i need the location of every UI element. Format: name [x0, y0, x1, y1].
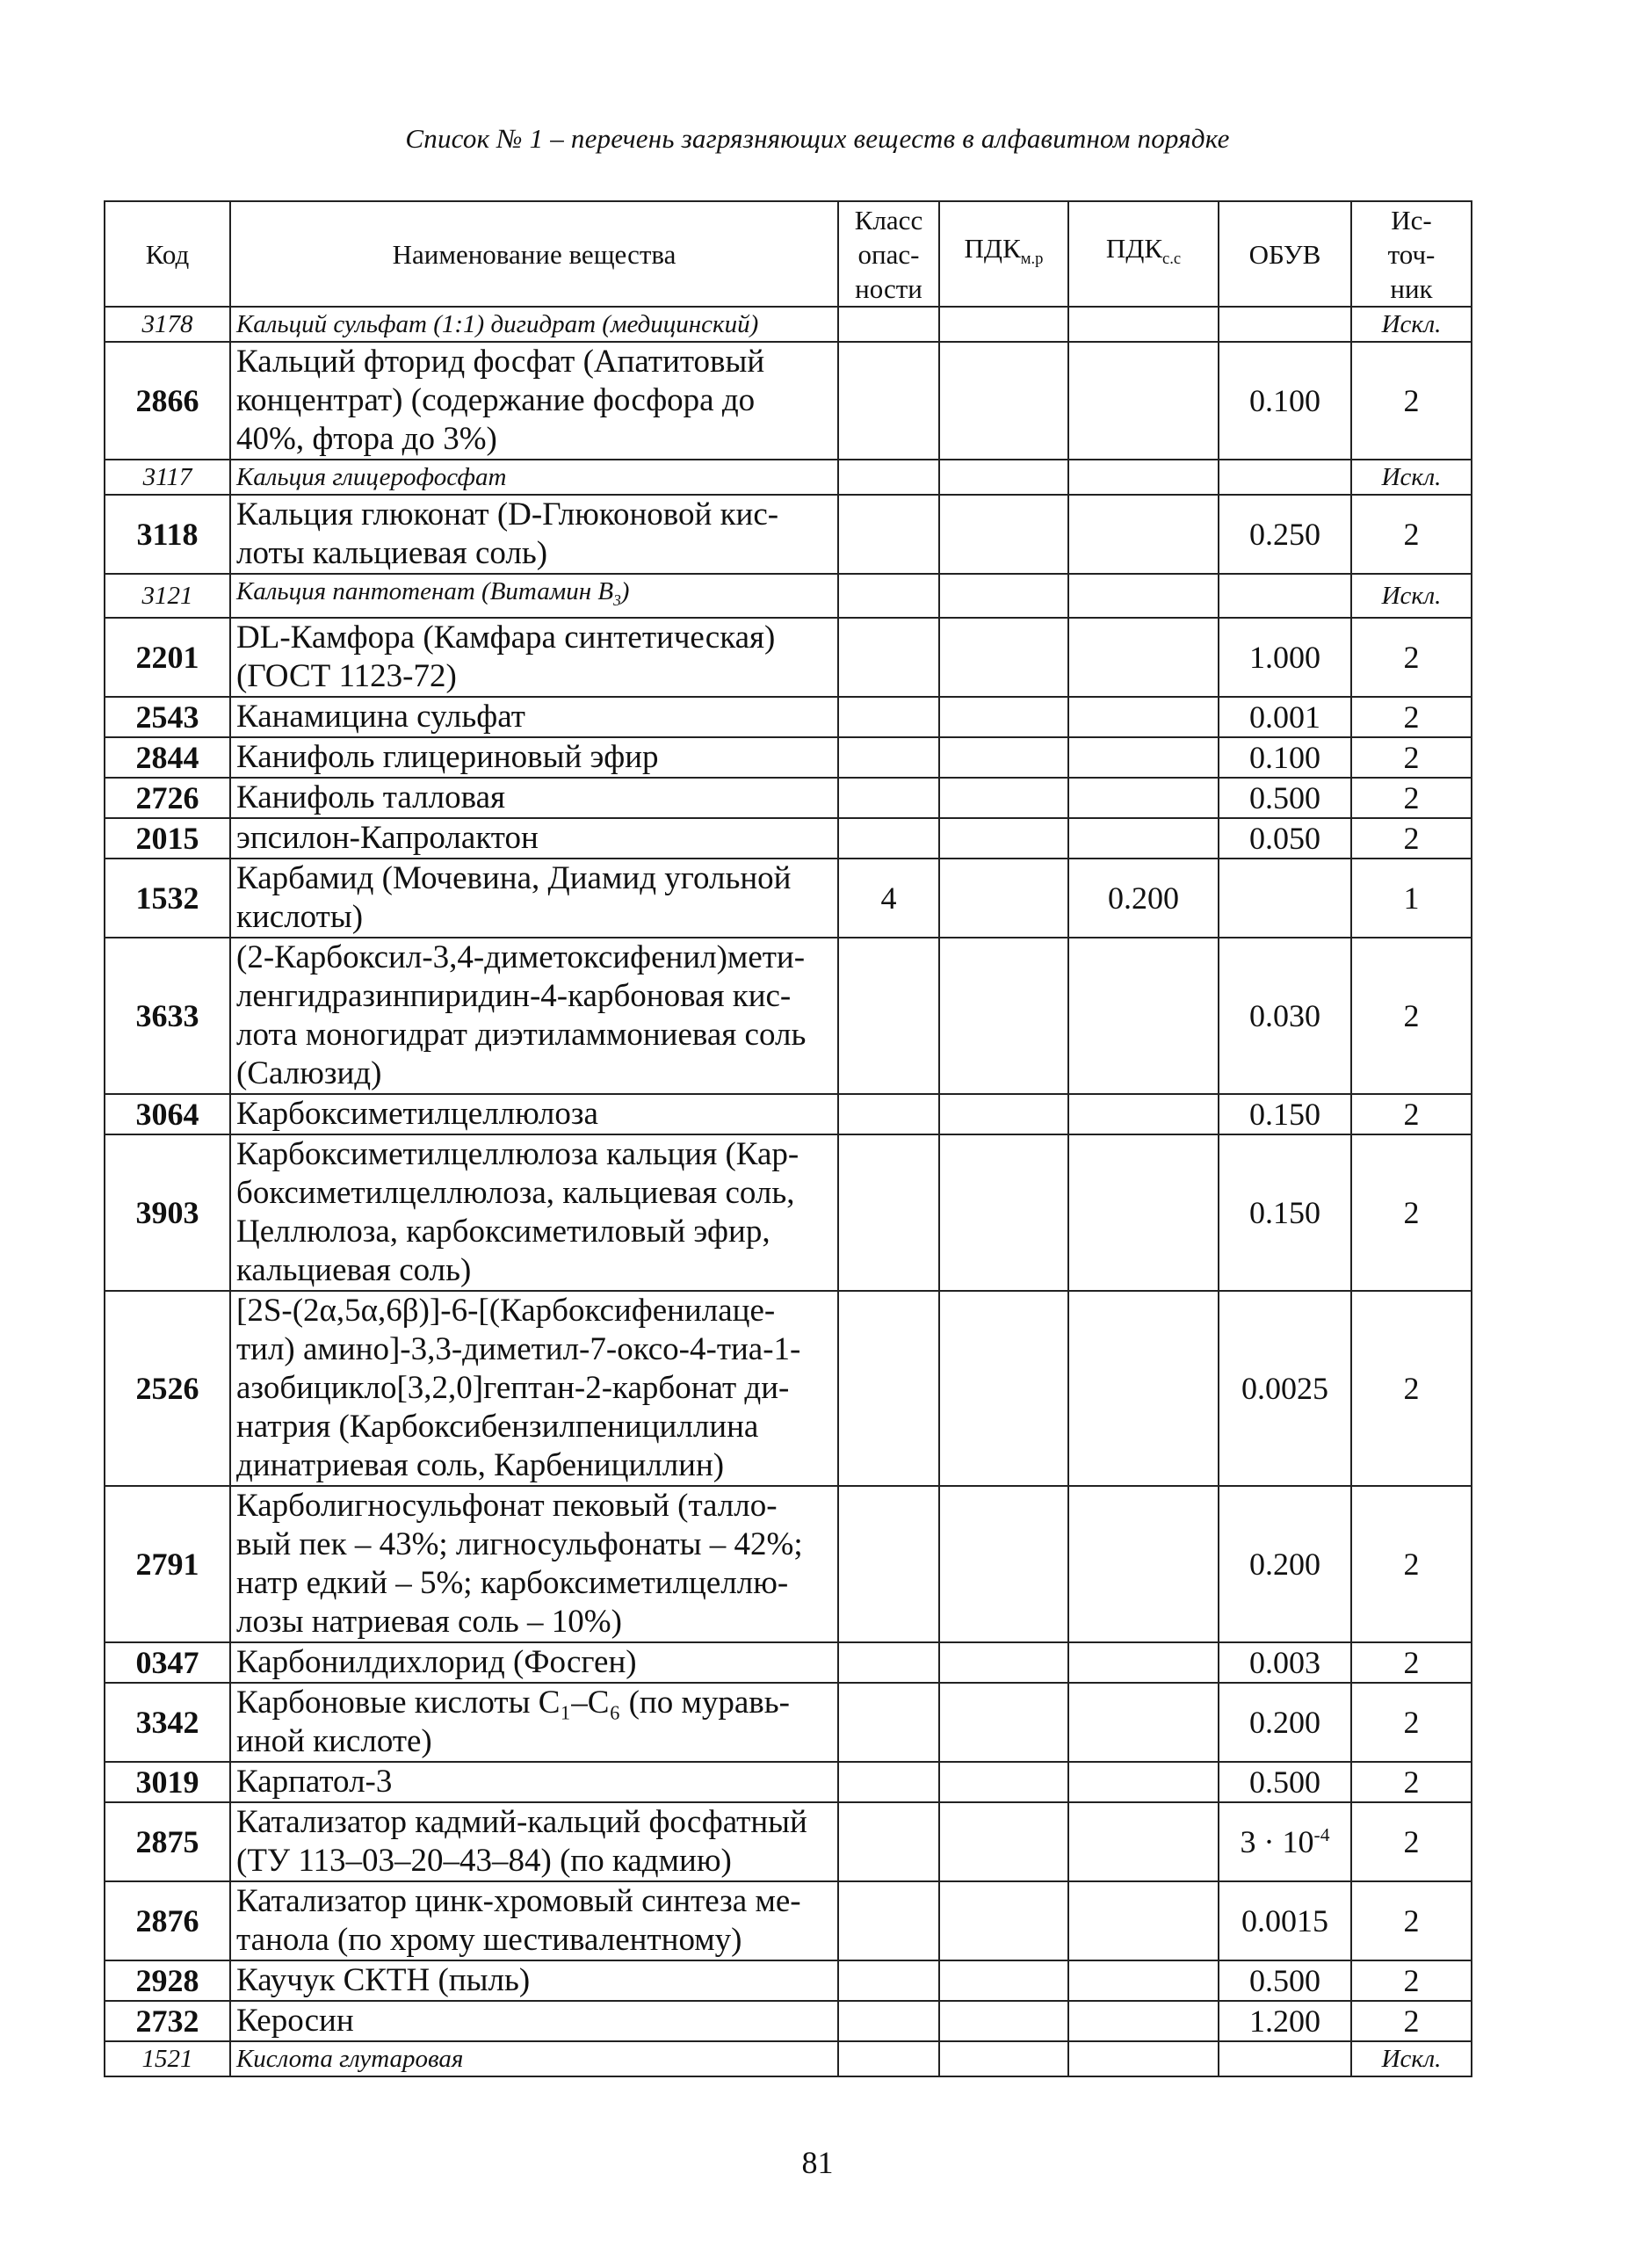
substance-name: [230, 460, 838, 495]
header-pdk-ss-main: ПДК: [1105, 233, 1163, 264]
table-row: [105, 859, 1472, 938]
source: 2: [1351, 818, 1472, 859]
hazard-class: [838, 460, 939, 495]
substance-name-line: натр едкий – 5%; карбоксиметилцеллю-: [236, 1564, 789, 1601]
hazard-class: [838, 1881, 939, 1960]
substance-code: 2732: [105, 2001, 230, 2041]
substance-name-line: танола (по хрому шестивалентному): [236, 1921, 742, 1958]
pdk-mr: [939, 1134, 1068, 1291]
page-title: Список № 1 – перечень загрязняющих веществ в алфавитном порядке: [405, 123, 1230, 154]
substance-code: 2543: [105, 697, 230, 737]
table-row: [105, 1802, 1472, 1881]
substance-code: 2526: [105, 1291, 230, 1486]
pdk-ss: [1068, 1683, 1219, 1762]
obuv: [1219, 859, 1351, 938]
substance-code: 3117: [105, 460, 230, 495]
substance-name: [230, 938, 838, 1094]
substance-code: 3633: [105, 938, 230, 1094]
pdk-ss: [1068, 460, 1219, 495]
obuv: [1219, 460, 1351, 495]
source: 1: [1351, 859, 1472, 938]
substance-code: 2875: [105, 1802, 230, 1881]
obuv-value: 0.0025: [1241, 1370, 1328, 1406]
pdk-mr: [939, 1486, 1068, 1642]
header-hazard-class-line: ности: [855, 272, 922, 304]
pdk-ss: [1068, 1642, 1219, 1683]
hazard-class: [838, 697, 939, 737]
substance-name-line: (Салюзид): [236, 1054, 382, 1091]
source: 2: [1351, 1134, 1472, 1291]
pdk-ss: [1068, 574, 1219, 618]
table-row: [105, 2041, 1472, 2076]
substance-code: 1521: [105, 2041, 230, 2076]
obuv-value: 0.100: [1249, 739, 1320, 775]
header-source-line: Ис-: [1391, 204, 1432, 235]
obuv-value: 0.500: [1249, 779, 1320, 815]
substance-name-line: Целлюлоза, карбоксиметиловый эфир,: [236, 1213, 770, 1250]
hazard-class: [838, 618, 939, 697]
source: 2: [1351, 1960, 1472, 2001]
substance-name-line: Кальций сульфат (1:1) дигидрат (медицинский): [236, 310, 759, 338]
substance-code: 3342: [105, 1683, 230, 1762]
table-row: [105, 1486, 1472, 1642]
hazard-class: [838, 574, 939, 618]
table-row: [105, 737, 1472, 778]
pdk-mr: [939, 1094, 1068, 1134]
pdk-mr: [939, 938, 1068, 1094]
pdk-ss: [1068, 938, 1219, 1094]
hazard-class: [838, 1683, 939, 1762]
obuv-exponent: -4: [1313, 1823, 1330, 1845]
substance-name-line: Канифоль талловая: [236, 779, 506, 815]
header-source-line: точ-: [1387, 238, 1436, 270]
pdk-ss: [1068, 778, 1219, 818]
pdk-mr: [939, 737, 1068, 778]
substance-name-line: Кальций фторид фосфат (Апатитовый: [236, 344, 765, 380]
source: 2: [1351, 1486, 1472, 1642]
table-row: [105, 574, 1472, 618]
obuv: [1219, 574, 1351, 618]
substance-name-line: азобицикло[3,2,0]гептан-2-карбонат ди-: [236, 1369, 790, 1406]
obuv-value: 1.200: [1249, 2003, 1320, 2039]
table-row: [105, 778, 1472, 818]
pdk-mr: [939, 2041, 1068, 2076]
obuv-value: 0.150: [1249, 1096, 1320, 1132]
substance-code: 3019: [105, 1762, 230, 1802]
obuv-value: 0.200: [1249, 1704, 1320, 1740]
substance-name-line: концентрат) (содержание фосфора до: [236, 382, 756, 418]
pdk-mr: [939, 574, 1068, 618]
header-obuv: ОБУВ: [1219, 201, 1351, 307]
source: 2: [1351, 778, 1472, 818]
hazard-class: [838, 2001, 939, 2041]
obuv-value: 3 · 10: [1240, 1823, 1314, 1859]
obuv: [1219, 307, 1351, 342]
table-header-row: [105, 201, 1472, 307]
header-name: Наименование вещества: [230, 201, 838, 307]
obuv: [1219, 697, 1351, 737]
substance-name-line: Карбоксиметилцеллюлоза кальция (Кар-: [236, 1135, 799, 1172]
hazard-class: [838, 938, 939, 1094]
substance-name: [230, 737, 838, 778]
substance-code: 3118: [105, 495, 230, 574]
source: 2: [1351, 938, 1472, 1094]
substance-name-line: Кислота глутаровая: [236, 2044, 464, 2073]
obuv: [1219, 1762, 1351, 1802]
table-row: [105, 1881, 1472, 1960]
obuv-value: 1.000: [1249, 639, 1320, 675]
pdk-ss: [1068, 1762, 1219, 1802]
substance-name: [230, 1291, 838, 1486]
hazard-class: 4: [838, 859, 939, 938]
table-row: [105, 460, 1472, 495]
header-hazard-class-line: опас-: [857, 238, 920, 270]
substance-name-line: Карбоксиметилцеллюлоза: [236, 1095, 598, 1132]
substance-name-line: Керосин: [236, 2002, 354, 2039]
pdk-mr: [939, 1762, 1068, 1802]
substance-name-tail: ): [620, 577, 630, 605]
header-pdk-mr-sub: м.р: [1020, 250, 1044, 269]
obuv: [1219, 938, 1351, 1094]
pdk-ss: [1068, 1291, 1219, 1486]
pdk-ss: [1068, 495, 1219, 574]
substance-name-line: лозы натриевая соль – 10%): [236, 1603, 622, 1640]
source: Искл.: [1351, 460, 1472, 495]
substance-name-line: ленгидразинпиридин-4-карбоновая кис-: [236, 977, 792, 1014]
obuv-value: 0.030: [1249, 997, 1320, 1033]
substance-name: [230, 342, 838, 460]
substance-name-line: Кальция глицерофосфат: [236, 463, 507, 491]
hazard-class: [838, 1762, 939, 1802]
pdk-mr: [939, 2001, 1068, 2041]
obuv-value: 0.100: [1249, 383, 1320, 418]
substance-name-line: Карпатол-3: [236, 1763, 393, 1800]
substance-name-line: эпсилон-Капролактон: [236, 819, 539, 856]
hazard-class: [838, 1960, 939, 2001]
pdk-ss: [1068, 1094, 1219, 1134]
obuv: [1219, 1134, 1351, 1291]
pdk-mr: [939, 778, 1068, 818]
source: 2: [1351, 1881, 1472, 1960]
obuv-value: 0.500: [1249, 1764, 1320, 1800]
table-row: [105, 1960, 1472, 2001]
hazard-class: [838, 1486, 939, 1642]
pdk-ss: [1068, 618, 1219, 697]
pdk-mr: [939, 818, 1068, 859]
substance-name: [230, 618, 838, 697]
table-body: [105, 307, 1472, 2076]
hazard-class: [838, 737, 939, 778]
pdk-mr: [939, 495, 1068, 574]
hazard-class: [838, 1291, 939, 1486]
table-row: [105, 1762, 1472, 1802]
header-code: Код: [105, 201, 230, 307]
substance-name: [230, 1486, 838, 1642]
pdk-ss: [1068, 1960, 1219, 2001]
substance-name: [230, 778, 838, 818]
pdk-mr: [939, 307, 1068, 342]
pdk-mr: [939, 1881, 1068, 1960]
hazard-class: [838, 778, 939, 818]
source: 2: [1351, 697, 1472, 737]
substance-name: [230, 1683, 838, 1762]
table-row: [105, 697, 1472, 737]
pdk-mr: [939, 697, 1068, 737]
substance-name-line: 40%, фтора до 3%): [236, 421, 497, 457]
substance-name: [230, 1762, 838, 1802]
hazard-class: [838, 1642, 939, 1683]
source: 2: [1351, 342, 1472, 460]
substance-name-line: Каучук СКТН (пыль): [236, 1961, 531, 1998]
substance-name-line: Катализатор цинк-хромовый синтеза ме-: [236, 1882, 801, 1919]
substance-name-line: иной кислоте): [236, 1722, 432, 1759]
obuv-value: 0.003: [1249, 1644, 1320, 1680]
pdk-mr: [939, 1642, 1068, 1683]
source: 2: [1351, 618, 1472, 697]
substance-code: 2866: [105, 342, 230, 460]
obuv: [1219, 1291, 1351, 1486]
obuv-value: 0.0015: [1241, 1902, 1328, 1938]
substance-name-line: [2S-(2α,5α,6β)]-6-[(Карбоксифенилаце-: [236, 1292, 776, 1329]
substance-name-line: Карболигносульфонат пековый (талло-: [236, 1487, 778, 1524]
page-number: 81: [801, 2145, 834, 2180]
source: 2: [1351, 1762, 1472, 1802]
substance-name-line: вый пек – 43%; лигносульфонаты – 42%;: [236, 1525, 803, 1562]
substance-name: [230, 1881, 838, 1960]
source: 2: [1351, 1291, 1472, 1486]
substance-name-line: Кальция пантотенат (Витамин B: [236, 577, 614, 605]
hazard-class: [838, 1802, 939, 1881]
table-row: [105, 1094, 1472, 1134]
table-row: [105, 1134, 1472, 1291]
header-hazard-class-line: Класс: [854, 204, 923, 235]
pdk-ss: [1068, 307, 1219, 342]
pdk-mr: [939, 342, 1068, 460]
substance-code: 2876: [105, 1881, 230, 1960]
source: 2: [1351, 495, 1472, 574]
pdk-ss: [1068, 1881, 1219, 1960]
substance-name-line: (2-Карбоксил-3,4-диметоксифенил)мети-: [236, 938, 806, 975]
header-pdk-ss: [1068, 201, 1219, 307]
table-row: [105, 2001, 1472, 2041]
hazard-class: [838, 818, 939, 859]
pdk-ss: [1068, 342, 1219, 460]
obuv: [1219, 1683, 1351, 1762]
substance-name: [230, 2001, 838, 2041]
obuv: [1219, 737, 1351, 778]
obuv: [1219, 778, 1351, 818]
pdk-ss: 0.200: [1068, 859, 1219, 938]
pdk-mr: [939, 618, 1068, 697]
substance-code: 2928: [105, 1960, 230, 2001]
header-source-line: ник: [1390, 272, 1433, 304]
substance-name: [230, 859, 838, 938]
obuv-value: 0.200: [1249, 1546, 1320, 1582]
obuv: [1219, 495, 1351, 574]
pdk-ss: [1068, 2041, 1219, 2076]
obuv-value: 0.150: [1249, 1194, 1320, 1230]
source: 2: [1351, 1802, 1472, 1881]
obuv: [1219, 342, 1351, 460]
pdk-mr: [939, 460, 1068, 495]
pdk-ss: [1068, 697, 1219, 737]
substance-code: 3903: [105, 1134, 230, 1291]
substance-code: 3064: [105, 1094, 230, 1134]
substance-name: [230, 307, 838, 342]
hazard-class: [838, 1094, 939, 1134]
obuv-value: 0.050: [1249, 820, 1320, 856]
substance-code: 2726: [105, 778, 230, 818]
substance-name: [230, 495, 838, 574]
substance-name: [230, 1960, 838, 2001]
substance-name: [230, 1642, 838, 1683]
obuv: [1219, 1642, 1351, 1683]
substance-name-line: Канифоль глицериновый эфир: [236, 738, 659, 775]
hazard-class: [838, 342, 939, 460]
pdk-ss: [1068, 818, 1219, 859]
header-pdk-mr-main: ПДК: [964, 233, 1021, 264]
substance-code: 2015: [105, 818, 230, 859]
obuv: [1219, 2001, 1351, 2041]
pdk-mr: [939, 859, 1068, 938]
table-row: [105, 495, 1472, 574]
obuv: [1219, 1802, 1351, 1881]
obuv: [1219, 618, 1351, 697]
substance-name-line: лота моногидрат диэтиламмониевая соль: [236, 1016, 807, 1053]
obuv: [1219, 1486, 1351, 1642]
pdk-mr: [939, 1960, 1068, 2001]
substance-name-line: Карбамид (Мочевина, Диамид угольной: [236, 859, 792, 896]
hazard-class: [838, 495, 939, 574]
substance-name-line: кислоты): [236, 898, 364, 935]
header-hazard-class: [838, 201, 939, 307]
substance-name-line: кальциевая соль): [236, 1251, 472, 1288]
substance-name-line: Карбоновые кислоты C₁–C₆ (по муравь-: [236, 1684, 790, 1721]
obuv: [1219, 1094, 1351, 1134]
source: 2: [1351, 1683, 1472, 1762]
substance-name-subscript: 3: [613, 591, 621, 609]
obuv: [1219, 1960, 1351, 2001]
obuv-value: 0.001: [1249, 699, 1320, 735]
header-pdk-mr: [939, 201, 1068, 307]
pdk-mr: [939, 1802, 1068, 1881]
source: Искл.: [1351, 307, 1472, 342]
header-source: [1351, 201, 1472, 307]
substance-code: 3121: [105, 574, 230, 618]
substances-table: [104, 200, 1472, 2077]
table-row: [105, 342, 1472, 460]
substance-name: [230, 697, 838, 737]
table-row: [105, 618, 1472, 697]
source: Искл.: [1351, 2041, 1472, 2076]
hazard-class: [838, 307, 939, 342]
obuv-value: 0.250: [1249, 517, 1320, 552]
substance-name-line: динатриевая соль, Карбенициллин): [236, 1446, 725, 1483]
substance-name-line: Катализатор кадмий-кальций фосфатный: [236, 1803, 807, 1840]
substance-name: [230, 2041, 838, 2076]
substance-code: 2844: [105, 737, 230, 778]
substance-name-line: (ГОСТ 1123-72): [236, 657, 457, 694]
substance-code: 0347: [105, 1642, 230, 1683]
hazard-class: [838, 2041, 939, 2076]
table-row: [105, 818, 1472, 859]
substance-code: 3178: [105, 307, 230, 342]
substance-name: [230, 818, 838, 859]
substance-code: 2791: [105, 1486, 230, 1642]
table-row: [105, 938, 1472, 1094]
substance-name: [230, 1802, 838, 1881]
substance-name-line: боксиметилцеллюлоза, кальциевая соль,: [236, 1174, 795, 1211]
substance-name: [230, 574, 838, 618]
table-row: [105, 307, 1472, 342]
obuv: [1219, 818, 1351, 859]
pdk-ss: [1068, 2001, 1219, 2041]
source: 2: [1351, 2001, 1472, 2041]
substance-name-line: лоты кальциевая соль): [236, 535, 548, 571]
substance-name-line: Канамицина сульфат: [236, 698, 525, 735]
substance-name-line: натрия (Карбоксибензилпенициллина: [236, 1408, 759, 1445]
table-row: [105, 1291, 1472, 1486]
table-row: [105, 1683, 1472, 1762]
hazard-class: [838, 1134, 939, 1291]
obuv: [1219, 1881, 1351, 1960]
pdk-ss: [1068, 1802, 1219, 1881]
pdk-mr: [939, 1683, 1068, 1762]
obuv: [1219, 2041, 1351, 2076]
pdk-mr: [939, 1291, 1068, 1486]
source: 2: [1351, 1094, 1472, 1134]
substance-name-line: Кальция глюконат (D-Глюконовой кис-: [236, 496, 779, 533]
source: 2: [1351, 1642, 1472, 1683]
substance-code: 2201: [105, 618, 230, 697]
source: 2: [1351, 737, 1472, 778]
pdk-ss: [1068, 1486, 1219, 1642]
header-pdk-ss-sub: с.с: [1162, 250, 1182, 269]
pdk-ss: [1068, 737, 1219, 778]
source: Искл.: [1351, 574, 1472, 618]
substance-code: 1532: [105, 859, 230, 938]
substance-name: [230, 1134, 838, 1291]
substance-name: [230, 1094, 838, 1134]
substance-name-line: DL-Камфора (Камфара синтетическая): [236, 619, 776, 656]
pdk-ss: [1068, 1134, 1219, 1291]
substance-name-line: Карбонилдихлорид (Фосген): [236, 1643, 637, 1680]
substance-name-line: (ТУ 113–03–20–43–84) (по кадмию): [236, 1842, 732, 1879]
obuv-value: 0.500: [1249, 1962, 1320, 1998]
table-row: [105, 1642, 1472, 1683]
substance-name-line: тил) амино]-3,3-диметил-7-оксо-4-тиа-1-: [236, 1330, 801, 1367]
